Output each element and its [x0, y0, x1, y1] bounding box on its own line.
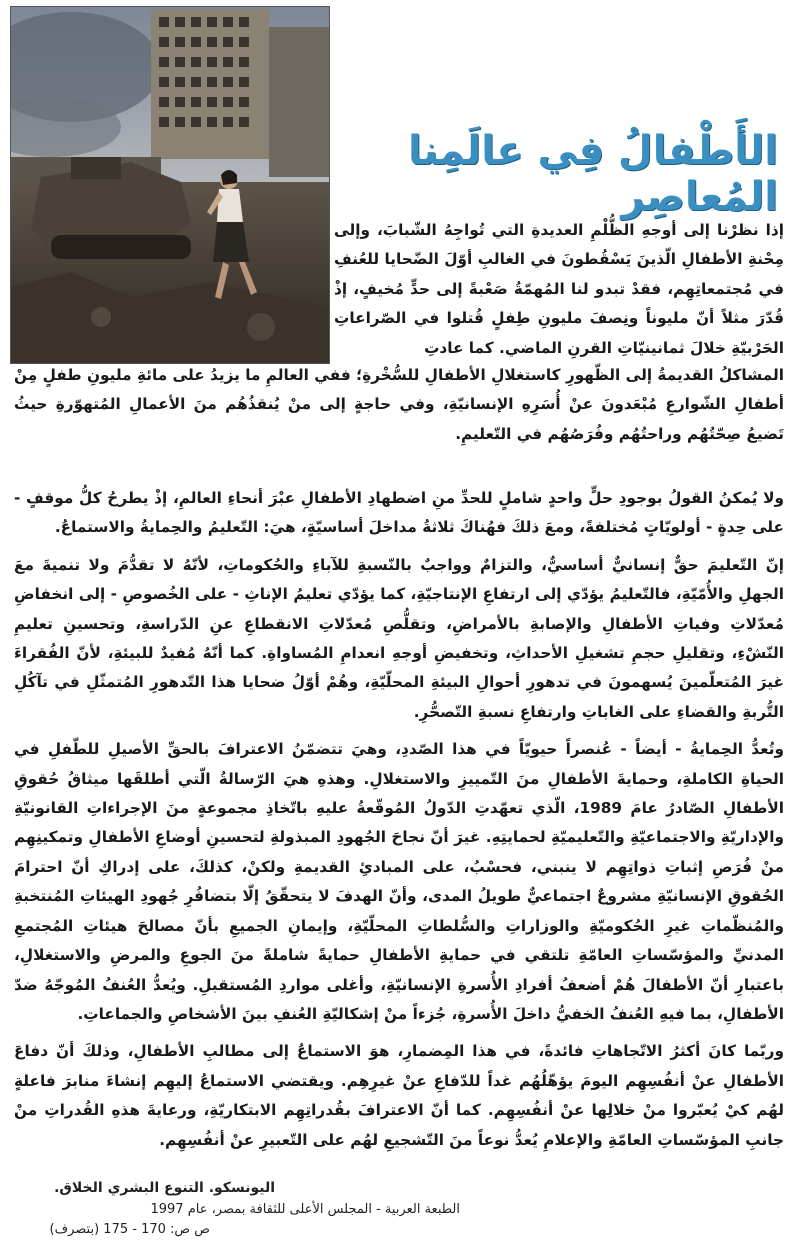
article-title: الأَطْفالُ فِي عالَمِنا المُعاصِر	[408, 128, 778, 220]
source-pages: ص ص: 170 - 175 (بتصرف)	[49, 1222, 210, 1237]
paragraph-text: إذا نظرْنا إلى أوجهِ الظُّلْمِ العديدةِ التي تُواجِهُ الشّبابَ، وإلى مِحْنةِ الأطفالِ الّذينَ يَسْقُطونَ في الغالبِ أوّلَ الضّحايا للعُنفِ في مُجتمعاتِهِم، فقدْ تبدو لنا المُهمّةُ صَعْبةً إلى حدٍّ مُخيفٍ، إذْ قُدّرَ مثلاً أنّ مليوناً ونِصفَ مليونِ طِفلٍ قُتلوا في الصّراعاتِ الحَرْبيّةِ خلالَ ثمانينيّاتِ القرنِ الماضي. كما عادتِ	[334, 221, 784, 357]
paragraph-1-part-a	[334, 216, 784, 371]
article-body	[14, 484, 784, 1163]
source-author: اليونسكو. التنوع البشري الخلاق.	[54, 1180, 275, 1196]
source-publisher: الطبعة العربية - المجلس الأعلى للثقافة بمصر، عام 1997	[150, 1202, 460, 1217]
paragraph-1-part-b	[14, 361, 784, 457]
paragraph-3: إنّ التّعليمَ حقٌّ إنسانيٌّ أساسيٌّ، والتزامٌ وواجبٌ بالنّسبةِ للآباءِ والحُكوماتِ، لأنّهُ لا تقدُّمَ ولا تنميةَ معَ الجهلِ والأُمّيّةِ، فالتّعليمُ يؤدّي إلى ارتفاعِ الإنتاجيّةِ، كما يؤدّي تعليمُ الإناثِ - على الخُصوصِ - إلى انخفاضِ مُعدّلاتِ وفياتِ الأطفالِ والإصابةِ بالأمراضِ، وتقلُّصِ مُعدّلاتِ الانقطاعِ عنِ الدّراسةِ، وتحسينِ تعليمِ النّشْءِ، وتقليلِ حجمِ تشغيلِ الأحداثِ، وتخفيضِ أوجهِ انعدامِ المُساواةِ. كما أنّهُ مُفيدٌ للبيئةِ، لأنّ الفُقراءَ غيرَ المُتعلّمينَ يُسهمونَ في تدهورِ أحوالِ البيئةِ المحلّيّةِ، وهُمْ أوّلُ ضحايا هذا التّدهورِ المُتمثّلِ في تآكُلِ التُّربةِ والقضاءِ على الغاباتِ وارتفاعِ نسبةِ التّصحُّرِ.	[14, 555, 784, 721]
paragraph-text: المشاكلُ القديمةُ إلى الظّهورِ كاستغلالِ الأطفالِ للسُّخْرةِ؛ ففي العالمِ ما يزيدُ على مائةِ مليونِ طفلٍ مِنْ أطفالِ الشّوارعِ مُبْعَدونَ عنْ أُسَرِهِ الإنسانيّةِ، وفي حاجةٍ إلى منْ يُنقذُهُم منَ الأعمالِ المُتهوّرةِ حيثُ تَضيعُ صِحّتُهُم وراحتُهُم وفُرَصُهُم في التّعليمِ.	[14, 366, 784, 443]
paragraph-5: وربّما كانَ أكثرُ الاتّجاهاتِ فائدةً، في هذا المِضمارِ، هوَ الاستماعُ إلى مطالبِ الأطفالِ، وذلكَ أنّ دفاعَ الأطفالِ عنْ أنفُسِهِم اليومَ يؤهّلُهُم غداً للدّفاعِ عنْ غيرِهِم. ويقتضي الاستماعُ إليهِم إنشاءَ منابرَ فاعلةٍ لهُم كيْ يُعبّروا منْ خلالِها عنْ أنفُسِهِم. كما أنّ الاعترافَ بقُدراتِهِم الابتكاريّةِ، ورعايةَ هذهِ القُدراتِ منْ جانبِ المؤسّساتِ العامّةِ والإعلامِ يُعدُّ نوعاً منَ التّشجيعِ لهُم على التّعبيرِ عنْ أنفُسِهِم.	[14, 1042, 784, 1149]
war-zone-photo	[10, 6, 330, 364]
paragraph-2: ولا يُمكنُ القولُ بوجودِ حلٍّ واحدٍ شاملٍ للحدِّ منِ اضطهادِ الأطفالِ عبْرَ أنحاءِ العالمِ، إذْ يطرحُ كلُّ موقفٍ - على حِدةٍ - أولويّاتٍ مُختلفةً، ومعَ ذلكَ فهُناكَ ثلاثةُ مداخلَ أساسيّةٍ، هيَ: التّعليمُ والحِمايةُ والاستماعُ.	[14, 489, 784, 537]
paragraph-4: وتُعدُّ الحِمايةُ - أيضاً - عُنصراً حيويّاً في هذا الصّددِ، وهيَ تتضمّنُ الاعترافَ بالحقِّ الأصيلِ للطّفلِ في الحياةِ الكاملةِ، وحمايةَ الأطفالِ منَ التّمييزِ والاستغلالِ. وهذهِ هيَ الرّسالةُ الّتي أطلقَها ميثاقُ حُقوقِ الأطفالِ الصّادرُ عامَ 1989، الّذي تعهّدتِ الدّولُ المُوقّعةُ عليهِ باتّخاذِ مجموعةٍ منَ الإجراءاتِ القانونيّةِ والإداريّةِ والاجتماعيّةِ والتّعليميّةِ لحمايتِهِ. غيرَ أنّ نجاحَ الجُهودِ المبذولةِ لتحسينِ أوضاعِ الأطفالِ وتمكينِهِم منْ فُرَصِ إثباتِ ذواتِهِم لا ينبني، فحسْبُ، على المبادئِ القديمةِ ولكنْ، كذلكَ، على إدراكِ أنّ احترامَ الحُقوقِ الإنسانيّةِ مشروعٌ اجتماعيٌّ طويلُ المدى، وأنّ الهدفَ لا يتحقّقُ إلّا بتضافُرِ جُهودِ الهيئاتِ المُنتخبةِ والمُنظّماتِ غيرِ الحُكوميّةِ والوزاراتِ والسُّلطاتِ المحلّيّةِ، وإيمانِ الجميعِ بأنّ مصالحَ هيئاتِ المُجتمعِ المدنيِّ والمؤسّساتِ العامّةِ تلتقي في حمايةِ الأطفالِ حمايةً شاملةً منَ الجوعِ والمرضِ والاستغلالِ، باعتبارِ أنّ الأطفالَ هُمْ أضعفُ أفرادِ الأُسرةِ الإنسانيّةِ، وأغلى مواردِ المُستقبلِ. ويُعدُّ العُنفُ المُوجّهُ ضدّ الأطفالِ، بما فيهِ العُنفُ الخفيُّ داخلَ الأُسرةِ، جُزءاً منْ إشكاليّةِ العُنفِ بينَ الأشخاصِ والجماعاتِ.	[14, 740, 784, 1023]
photo-illustration	[11, 7, 329, 363]
